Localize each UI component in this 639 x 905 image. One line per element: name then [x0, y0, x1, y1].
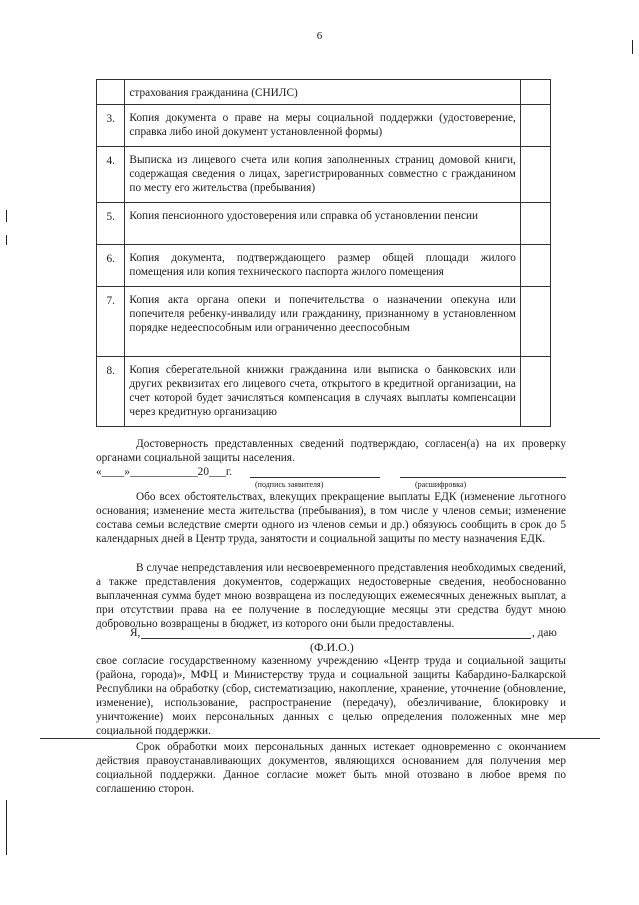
fio-line [141, 638, 531, 639]
scan-edge-mark [6, 235, 7, 245]
row-number: 4. [97, 147, 125, 203]
table-row [97, 203, 551, 245]
documents-table [96, 79, 551, 427]
row-text: Копия акта органа опеки и попечительства о назначении опекуна или попечителя ребенку-инвалиду или гражданину, признанному в установленном порядке недееспособным или ограниченно дееспособным [129, 294, 516, 334]
row-text: Копия пенсионного удостоверения или справка об установлении пенсии [129, 210, 479, 222]
row-text: Выписка из лицевого счета или копия заполненных страниц домовой книги, содержащая сведения о лицах, зарегистрированных совместно с гражданином по месту его жительства (пребывания) [129, 154, 516, 194]
table-row [97, 147, 551, 203]
row-text: страхования гражданина (СНИЛС) [129, 87, 298, 99]
decoding-line [400, 477, 566, 478]
consent-text: свое согласие государственному казенному учреждению «Центр труда и социальной защиты (района, города)», МФЦ и Министерству труда и социальной защиты Кабардино-Балкарской Республики на обработку (сбор, систематизацию, накопление, хранение, уточнение (обновление, изменение), использование, распространение (передачу), обезличивание, блокировку и уничтожение) моих персональных данных с целью определения положенных мне мер социальной поддержки. [96, 655, 566, 737]
check-cell [520, 80, 550, 105]
row-number [97, 80, 125, 105]
check-cell [520, 357, 550, 427]
page-number: 6 [316, 30, 323, 42]
check-cell [520, 245, 550, 287]
consent-suffix: , даю [532, 627, 557, 639]
table-row [97, 245, 551, 287]
check-cell [520, 105, 550, 147]
section-divider [40, 738, 600, 739]
row-number: 8. [97, 357, 125, 427]
check-cell [520, 287, 550, 357]
check-cell [520, 147, 550, 203]
row-text: Копия сберегательной книжки гражданина или выписка о банковских или других реквизитах его лицевого счета, открытого в кредитной организации, на счет которой будет зачисляться компенсация в случаях выплаты компенсации через кредитную организацию [129, 364, 516, 418]
row-number: 3. [97, 105, 125, 147]
table-row [97, 287, 551, 357]
refund-text: В случае непредставления или несвоевременного представления необходимых сведений, а также представления документов, содержащих недостоверные сведения, необоснованно выплаченная сумма будет мною возвращена из последующих ежемесячных денежных выплат, а при отсутствии права на ее получение в последующие месяцы эти средства будут мною добровольно возвращены в бюджет, из которого они были предоставлены. [96, 562, 566, 630]
consent-prefix: Я, [130, 627, 141, 639]
decoding-label: (расшифровка) [415, 480, 467, 489]
table-row [97, 357, 551, 427]
row-text: Копия документа, подтверждающего размер общей площади жилого помещения или копия технического паспорта жилого помещения [129, 252, 516, 278]
row-number: 6. [97, 245, 125, 287]
term-text: Срок обработки моих персональных данных истекает одновременно с окончанием действия правоустанавливающих документов, являющихся основанием для получения мер социальной поддержки. Данное согласие может быть мной отозвано в любое время по соглашению сторон. [96, 741, 566, 795]
signature-line [250, 477, 380, 478]
row-text: Копия документа о праве на меры социальной поддержки (удостоверение, справка либо иной документ установленной формы) [129, 112, 516, 138]
confirmation-text: Достоверность представленных сведений подтверждаю, согласен(а) на их проверку органами социальной защиты населения. [96, 438, 566, 464]
signature-label: (подпись заявителя) [255, 480, 324, 489]
row-number: 5. [97, 203, 125, 245]
table-row [97, 80, 551, 105]
row-number: 7. [97, 287, 125, 357]
date-line: «____»____________20___г. [96, 466, 233, 478]
check-cell [520, 203, 550, 245]
table-row [97, 105, 551, 147]
scan-edge-mark [6, 800, 7, 855]
obligation-text: Обо всех обстоятельствах, влекущих прекращение выплаты ЕДК (изменение льготного основания; изменение места жительства (пребывания), в том числе у членов семьи; изменение состава семьи вследствие смерти одного из членов семьи и др.) обязуюсь сообщить в срок до 5 календарных дней в Центр труда, занятости и социальной защиты по месту назначения ЕДК. [96, 491, 566, 545]
scan-edge-mark [632, 40, 633, 54]
fio-label: (Ф.И.О.) [310, 640, 354, 654]
scan-edge-mark [6, 210, 7, 222]
